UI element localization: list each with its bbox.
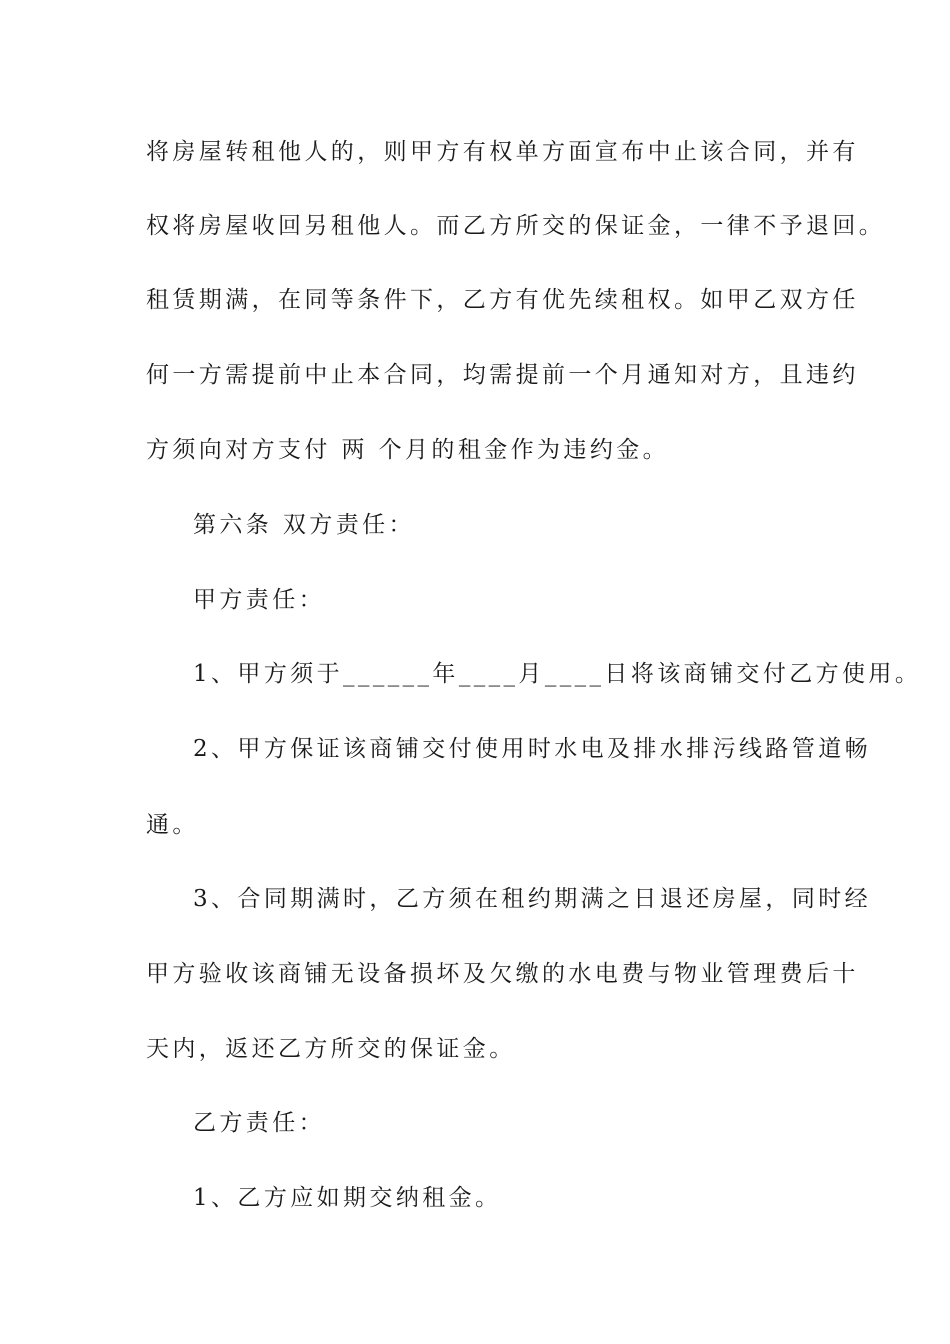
clause-line: 甲方验收该商铺无设备损坏及欠缴的水电费与物业管理费后十 <box>146 961 859 987</box>
clause-line: 2、甲方保证该商铺交付使用时水电及排水排污线路管道畅 <box>193 736 872 762</box>
paragraph-line: 将房屋转租他人的，则甲方有权单方面宣布中止该合同，并有 <box>146 139 859 165</box>
paragraph-line: 何一方需提前中止本合同，均需提前一个月通知对方，且违约 <box>146 362 859 388</box>
section-heading-party-b: 乙方责任： <box>193 1110 325 1136</box>
paragraph-line: 方须向对方支付 两 个月的租金作为违约金。 <box>146 437 670 463</box>
clause-line: 通。 <box>146 812 199 838</box>
article-heading: 第六条 双方责任： <box>193 512 415 538</box>
clause-line: 1、乙方应如期交纳租金。 <box>193 1185 502 1211</box>
paragraph-line: 租赁期满，在同等条件下，乙方有优先续租权。如甲乙双方任 <box>146 287 859 313</box>
paragraph-line: 权将房屋收回另租他人。而乙方所交的保证金，一律不予退回。 <box>146 213 886 239</box>
clause-line: 3、合同期满时，乙方须在租约期满之日退还房屋，同时经 <box>193 886 872 912</box>
clause-line: 1、甲方须于______年____月____日将该商铺交付乙方使用。 <box>193 661 922 687</box>
clause-line: 天内，返还乙方所交的保证金。 <box>146 1036 516 1062</box>
section-heading-party-a: 甲方责任： <box>193 587 325 613</box>
